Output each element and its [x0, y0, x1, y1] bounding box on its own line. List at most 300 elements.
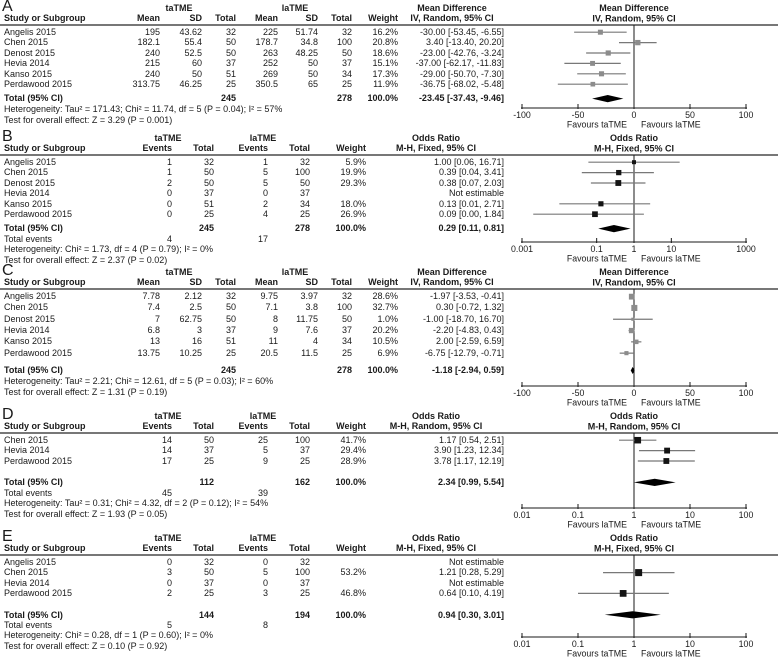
table-cell: 52.5	[184, 47, 202, 58]
table-cell: -1.97 [-3.53, -0.41]	[429, 291, 504, 301]
effect-square	[631, 305, 637, 311]
axis-tick-label: -100	[513, 388, 531, 398]
forest-panel-c	[0, 264, 778, 408]
plot-effect-title: Mean Difference	[599, 267, 669, 277]
study-row	[0, 178, 506, 188]
plot-method-label: M-H, Fixed, 95% CI	[593, 543, 675, 554]
panel-label: A	[2, 0, 13, 15]
table-cell: 34	[299, 198, 310, 209]
total-n-group1: 245	[220, 364, 236, 375]
table-cell: 100	[336, 302, 352, 313]
axis-tick-label: 0.1	[590, 244, 603, 254]
column-header: Study or Subgroup	[4, 543, 86, 553]
group-header-row	[0, 133, 506, 143]
column-header: Mean	[254, 13, 278, 23]
table-cell: 32	[299, 157, 310, 167]
table-cell: 25	[299, 209, 310, 219]
overall-effect-text: Test for overall effect: Z = 2.37 (P = 0.02)	[4, 255, 168, 266]
total-weight: 100.0%	[367, 93, 398, 104]
table-cell: 50	[203, 177, 214, 188]
total-row	[0, 365, 506, 376]
table-cell: 9.75	[260, 291, 278, 301]
total-events-label: Total events	[4, 620, 53, 630]
table-cell: 37	[299, 445, 310, 456]
forest-plot	[506, 264, 778, 408]
table-cell: 0	[166, 188, 172, 199]
study-name: Angelis 2015	[4, 291, 57, 301]
total-weight: 100.0%	[367, 364, 398, 375]
effect-square	[591, 82, 596, 87]
axis-tick-label: -50	[571, 110, 585, 120]
column-header: SD	[189, 277, 202, 287]
heterogeneity-text: Heterogeneity: Tau² = 2.21; Chi² = 12.61, df = 5 (P = 0.03); I² = 60%	[4, 376, 274, 387]
table-cell: 0	[166, 577, 172, 588]
axis-tick-label: 100	[738, 110, 754, 120]
table-cell: 37	[341, 58, 352, 69]
pooled-diamond	[598, 225, 630, 232]
table-cell: 37	[341, 324, 352, 335]
table-cell: 37	[225, 58, 236, 69]
study-name: Chen 2015	[4, 37, 49, 48]
column-header: Total	[215, 13, 236, 23]
column-header: Total	[193, 543, 214, 553]
table-cell: 6.8	[147, 324, 160, 335]
table-cell: 313.75	[132, 79, 160, 89]
table-cell: 178.7	[255, 37, 278, 48]
total-events-label: Total events	[4, 233, 53, 244]
study-name: Chen 2015	[4, 302, 49, 313]
total-events-row	[0, 234, 506, 244]
table-cell: 50	[307, 58, 318, 69]
table-cell: 7.1	[265, 302, 278, 313]
group-header-group1: taTME	[154, 533, 182, 543]
table-cell: 11.75	[296, 313, 318, 324]
table-cell: 60	[191, 58, 202, 69]
effect-title-table: Odds Ratio	[411, 133, 460, 143]
total-n-group1: 112	[199, 477, 214, 488]
column-header: SD	[305, 13, 318, 23]
study-row	[0, 348, 506, 359]
study-row	[0, 314, 506, 325]
forest-plot	[506, 0, 778, 130]
column-header: Weight	[336, 543, 366, 553]
overall-effect-text: Test for overall effect: Z = 0.10 (P = 0.92)	[4, 641, 168, 652]
total-n-group2: 194	[294, 609, 310, 620]
column-header: Events	[238, 543, 268, 553]
column-header-row	[0, 13, 506, 24]
table-cell: 1.0%	[377, 313, 398, 324]
column-header: Mean	[136, 13, 160, 23]
axis-tick-label: 50	[685, 388, 695, 398]
effect-square	[631, 318, 634, 321]
total-label: Total (95% CI)	[4, 223, 63, 234]
table-cell: 26.9%	[340, 209, 366, 219]
table-cell: 5	[262, 445, 268, 456]
total-events-label: Total events	[4, 487, 53, 498]
axis-tick-label: 0	[631, 110, 637, 120]
table-cell: 25	[299, 588, 310, 599]
table-cell: 18.6%	[372, 47, 398, 58]
axis-tick-label: 1000	[736, 244, 756, 254]
forest-panel-e	[0, 530, 778, 659]
column-header: SD	[189, 13, 202, 23]
table-cell: 6.9%	[377, 347, 398, 358]
table-cell: 0	[262, 577, 268, 588]
table-cell: 28.9%	[340, 455, 366, 466]
table-cell: -37.00 [-62.17, -11.83]	[415, 58, 504, 69]
axis-tick-label: 0.1	[571, 510, 585, 520]
table-cell: 50	[203, 567, 214, 578]
table-cell: 62.75	[179, 313, 202, 324]
favours-right-label: Favours taTME	[641, 519, 702, 530]
table-cell: 100	[336, 37, 352, 48]
table-cell: -6.75 [-12.79, -0.71]	[424, 347, 504, 358]
table-cell: -29.00 [-50.70, -7.30]	[419, 68, 504, 79]
axis-tick-label: 100	[738, 388, 754, 398]
effect-square	[632, 160, 636, 164]
column-header: Total	[289, 543, 310, 553]
forest-panel-a	[0, 0, 778, 130]
group-header-group2: laTME	[249, 133, 277, 143]
study-name: Chen 2015	[4, 435, 49, 445]
forest-plot	[506, 130, 778, 264]
table-cell: 50	[203, 435, 214, 445]
table-cell: 25	[341, 79, 352, 89]
study-name: Hevia 2014	[4, 58, 50, 69]
plot-effect-title: Odds Ratio	[609, 133, 659, 143]
table-cell: 50	[203, 167, 214, 178]
effect-title-table: Mean Difference	[417, 267, 487, 277]
table-cell: 34.8	[300, 37, 318, 48]
total-n-group2: 278	[336, 93, 352, 104]
column-header: Total	[193, 143, 214, 153]
favours-left-label: Favours taTME	[566, 253, 627, 264]
table-cell: -23.00 [-42.76, -3.24]	[419, 47, 504, 58]
effect-square	[590, 61, 595, 66]
column-header: Events	[142, 543, 172, 553]
table-cell: 7	[154, 313, 160, 324]
study-name: Kanso 2015	[4, 198, 53, 209]
study-row	[0, 445, 506, 455]
favours-right-label: Favours laTME	[641, 648, 701, 659]
table-cell: 37	[299, 188, 310, 199]
table-cell: 0.38 [0.07, 2.03]	[438, 177, 504, 188]
group-header-row	[0, 3, 506, 13]
table-cell: 34	[341, 68, 352, 79]
table-cell: 14	[161, 435, 172, 445]
table-cell: 32	[203, 157, 214, 167]
column-header-method: IV, Random, 95% CI	[410, 277, 494, 287]
group-header-group2: laTME	[249, 533, 277, 543]
table-cell: 34	[341, 336, 352, 347]
total-events-group2: 17	[257, 233, 268, 244]
effect-title-table: Odds Ratio	[411, 533, 460, 543]
total-row	[0, 610, 506, 620]
table-cell: 11	[268, 336, 278, 347]
pooled-diamond	[592, 95, 623, 102]
total-label: Total (95% CI)	[4, 364, 63, 375]
plot-method-label: IV, Random, 95% CI	[592, 13, 676, 24]
study-name: Denost 2015	[4, 177, 56, 188]
effect-square	[664, 448, 670, 454]
table-cell: 1.00 [0.06, 16.71]	[433, 157, 504, 167]
table-cell: 14	[161, 445, 172, 456]
study-name: Angelis 2015	[4, 27, 57, 37]
panel-label: D	[2, 406, 14, 423]
column-header-method: IV, Random, 95% CI	[410, 13, 494, 23]
study-row	[0, 456, 506, 466]
table-cell: 32	[341, 291, 352, 301]
table-cell: 37	[299, 577, 310, 588]
study-row	[0, 557, 506, 567]
table-cell: 2.12	[184, 291, 202, 301]
table-cell: 25	[341, 347, 352, 358]
table-cell: 225	[262, 27, 278, 37]
table-cell: 20.5	[260, 347, 278, 358]
table-cell: 0	[166, 198, 172, 209]
study-name: Angelis 2015	[4, 557, 57, 567]
favours-left-label: Favours taTME	[566, 397, 627, 408]
group-header-row	[0, 267, 506, 277]
table-cell: 51.74	[295, 27, 318, 37]
study-row	[0, 157, 506, 167]
study-name: Perdawood 2015	[4, 209, 73, 219]
total-n-group2: 278	[336, 364, 352, 375]
total-ci: -1.18 [-2.94, 0.59]	[431, 364, 504, 375]
total-events-group1: 45	[161, 487, 172, 498]
table-cell: Not estimable	[448, 557, 504, 567]
study-row	[0, 325, 506, 336]
favours-right-label: Favours laTME	[641, 253, 701, 264]
table-cell: 215	[144, 58, 160, 69]
table-cell: 1	[166, 167, 172, 178]
column-header: Weight	[368, 13, 398, 23]
table-cell: 25	[225, 79, 236, 89]
column-header-method: M-H, Random, 95% CI	[389, 421, 483, 431]
table-cell: 5.9%	[345, 157, 366, 167]
group-header-group1: taTME	[165, 267, 193, 277]
table-cell: 13	[149, 336, 160, 347]
table-cell: 32.7%	[372, 302, 398, 313]
axis-tick-label: 1	[631, 244, 637, 254]
study-row	[0, 435, 506, 445]
plot-effect-title: Mean Difference	[599, 3, 669, 13]
table-cell: 0.09 [0.00, 1.84]	[438, 209, 504, 219]
group-header-group2: laTME	[281, 3, 309, 13]
total-weight: 100.0%	[335, 609, 366, 620]
table-cell: 3.97	[300, 291, 318, 301]
table-cell: 2	[166, 177, 172, 188]
total-label: Total (95% CI)	[4, 477, 63, 488]
column-header: Weight	[336, 421, 366, 431]
table-cell: 2.5	[189, 302, 202, 313]
study-row	[0, 209, 506, 219]
effect-square	[624, 351, 628, 355]
total-row	[0, 477, 506, 487]
overall-effect-text: Test for overall effect: Z = 1.31 (P = 0.19)	[4, 387, 168, 398]
effect-square	[635, 569, 642, 576]
table-cell: 28.6%	[372, 291, 398, 301]
table-cell: 3	[262, 588, 268, 599]
effect-square	[592, 211, 598, 217]
panel-label: B	[2, 128, 13, 145]
total-events-group1: 4	[166, 233, 172, 244]
table-cell: 3	[166, 567, 172, 578]
table-cell: 3.78 [1.17, 12.19]	[433, 455, 504, 466]
table-cell: 7.78	[142, 291, 160, 301]
column-header-row	[0, 143, 506, 154]
study-row	[0, 167, 506, 177]
panel-label: E	[2, 528, 13, 545]
pooled-diamond	[605, 611, 661, 618]
table-cell: 3.8	[305, 302, 318, 313]
axis-tick-label: 1	[631, 510, 637, 520]
table-cell: 25	[225, 347, 236, 358]
table-cell: -30.00 [-53.45, -6.55]	[419, 27, 504, 37]
table-cell: 50	[299, 177, 310, 188]
table-cell: 9	[262, 455, 268, 466]
table-cell: 1	[262, 157, 268, 167]
table-cell: 25	[299, 455, 310, 466]
table-cell: 5	[262, 167, 268, 178]
heterogeneity-text: Heterogeneity: Tau² = 171.43; Chi² = 11.74, df = 5 (P = 0.04); I² = 57%	[4, 103, 283, 114]
table-cell: 50	[225, 302, 236, 313]
total-ci: 2.34 [0.99, 5.54]	[437, 477, 504, 488]
table-cell: 53.2%	[340, 567, 366, 578]
axis-tick-label: -50	[571, 388, 585, 398]
column-header-method: M-H, Fixed, 95% CI	[395, 143, 476, 153]
favours-right-label: Favours laTME	[641, 119, 701, 130]
column-header: SD	[305, 277, 318, 287]
axis-tick-label: 0.01	[513, 510, 531, 520]
total-label: Total (95% CI)	[4, 93, 63, 104]
effect-title-table: Odds Ratio	[411, 411, 460, 421]
study-row	[0, 188, 506, 198]
plot-method-label: M-H, Random, 95% CI	[587, 421, 681, 432]
study-name: Hevia 2014	[4, 188, 50, 199]
table-cell: 32	[203, 557, 214, 567]
table-cell: 0.13 [0.01, 2.71]	[438, 198, 504, 209]
table-cell: 4	[312, 336, 318, 347]
table-cell: 41.7%	[340, 435, 366, 445]
favours-left-label: Favours taTME	[566, 648, 627, 659]
column-header-row	[0, 421, 506, 432]
group-header-group1: taTME	[154, 133, 182, 143]
table-cell: 37	[203, 445, 214, 456]
study-name: Kanso 2015	[4, 336, 53, 347]
plot-effect-title: Odds Ratio	[609, 411, 659, 421]
column-header-row	[0, 543, 506, 554]
total-n-group1: 245	[220, 93, 236, 104]
total-ci: 0.29 [0.11, 0.81]	[438, 223, 504, 234]
plot-effect-title: Odds Ratio	[609, 533, 659, 543]
column-header: Total	[193, 421, 214, 431]
group-header-group1: taTME	[154, 411, 182, 421]
table-cell: 32	[299, 557, 310, 567]
axis-tick-label: 0.1	[571, 639, 585, 649]
heterogeneity-text: Heterogeneity: Chi² = 1.73, df = 4 (P = 0.79); I² = 0%	[4, 244, 213, 255]
forest-plot	[506, 530, 778, 659]
column-header: Study or Subgroup	[4, 13, 86, 23]
study-name: Kanso 2015	[4, 68, 53, 79]
table-cell: 37	[203, 577, 214, 588]
column-header: Study or Subgroup	[4, 143, 86, 153]
table-cell: 0	[166, 209, 172, 219]
axis-tick-label: 10	[685, 639, 695, 649]
axis-tick-label: 50	[685, 110, 695, 120]
table-cell: 50	[307, 68, 318, 79]
table-cell: 13.75	[137, 347, 160, 358]
effect-square	[616, 170, 621, 175]
axis-tick-label: 1	[631, 639, 637, 649]
study-row	[0, 588, 506, 598]
table-cell: 29.4%	[340, 445, 366, 456]
column-header: Events	[238, 421, 268, 431]
effect-title-table: Mean Difference	[417, 3, 487, 13]
column-header: Weight	[368, 277, 398, 287]
table-cell: 100	[294, 167, 310, 178]
study-row	[0, 567, 506, 577]
table-cell: 0.39 [0.04, 3.41]	[438, 167, 504, 178]
study-row	[0, 578, 506, 588]
group-header-row	[0, 411, 506, 421]
table-cell: 25	[203, 209, 214, 219]
table-cell: 3	[196, 324, 202, 335]
column-header: Events	[142, 143, 172, 153]
total-row	[0, 93, 506, 103]
table-cell	[312, 557, 368, 567]
effect-square	[634, 340, 639, 345]
plot-method-label: IV, Random, 95% CI	[592, 277, 676, 288]
table-cell: 2.00 [-2.59, 6.59]	[435, 336, 504, 347]
table-cell: 32	[225, 291, 236, 301]
table-cell: 4	[262, 209, 268, 219]
table-cell: 3.40 [-13.40, 20.20]	[425, 37, 504, 48]
total-weight: 100.0%	[335, 477, 366, 488]
study-name: Perdawood 2015	[4, 588, 73, 599]
effect-square	[620, 590, 627, 597]
table-cell: 20.2%	[372, 324, 398, 335]
table-cell: 20.8%	[372, 37, 398, 48]
table-cell: 16	[191, 336, 202, 347]
column-header: Total	[289, 143, 310, 153]
column-header-row	[0, 277, 506, 288]
heterogeneity-text: Heterogeneity: Tau² = 0.31; Chi² = 4.32, df = 2 (P = 0.12); I² = 54%	[4, 498, 269, 508]
axis-tick-label: 0	[631, 388, 637, 398]
column-header-method: M-H, Fixed, 95% CI	[395, 543, 476, 553]
table-cell: 5	[262, 567, 268, 578]
total-events-row	[0, 620, 506, 630]
table-cell: 25	[203, 455, 214, 466]
total-label: Total (95% CI)	[4, 609, 63, 620]
table-cell: 51	[225, 68, 236, 79]
table-cell: 0	[262, 188, 268, 199]
table-cell: -36.75 [-68.02, -5.48]	[419, 79, 504, 89]
table-cell: 50	[225, 47, 236, 58]
forest-plot	[506, 408, 778, 530]
study-row	[0, 27, 506, 37]
study-name: Chen 2015	[4, 167, 49, 178]
heterogeneity-text: Heterogeneity: Chi² = 0.28, df = 1 (P = 0.60); I² = 0%	[4, 630, 213, 641]
table-cell: 50	[341, 313, 352, 324]
overall-effect-text: Test for overall effect: Z = 3.29 (P = 0.001)	[4, 114, 173, 125]
study-row	[0, 199, 506, 209]
table-cell: 5	[262, 177, 268, 188]
column-header: Total	[215, 277, 236, 287]
overall-effect-text: Test for overall effect: Z = 1.93 (P = 0.05)	[4, 509, 168, 519]
column-header: Study or Subgroup	[4, 277, 86, 287]
table-cell: 10.25	[179, 347, 202, 358]
